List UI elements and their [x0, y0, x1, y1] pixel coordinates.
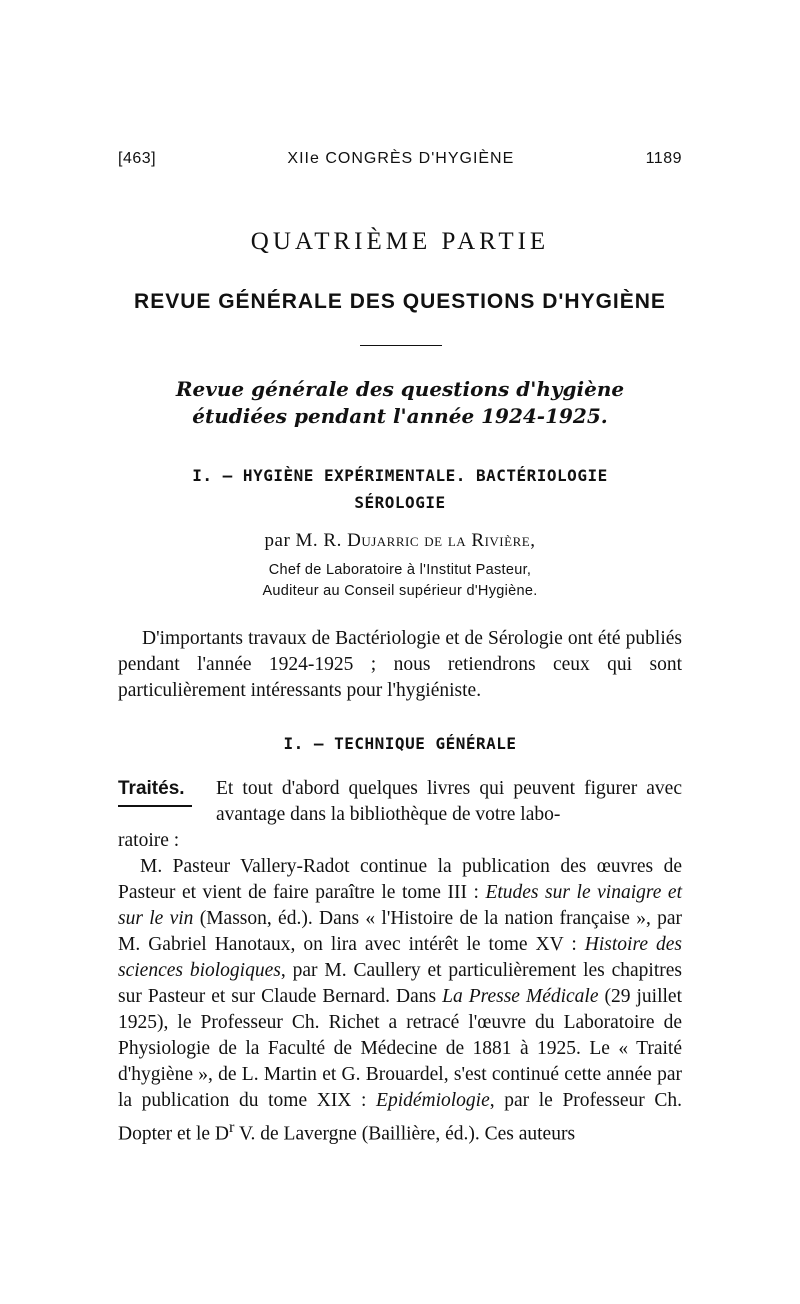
title-divider [360, 345, 442, 346]
traites-lead-text: Et tout d'abord quelques livres qui peuvent figurer avec avantage dans la bibliothèque de votre labo- [216, 778, 682, 825]
page-number: 1189 [645, 150, 682, 167]
intro-paragraph [118, 626, 682, 704]
running-head-title: XIIe CONGRÈS D'HYGIÈNE [287, 150, 515, 167]
doctor-superscript: r [229, 1118, 235, 1136]
book-title-etudes: Etudes sur le vinaigre et sur le vin [118, 882, 683, 929]
body-segment-3: , par M. Caullery et particulièrement les chapitres sur Pasteur et sur Claude Bernard. Dans [118, 960, 682, 1007]
traites-lead-end: ratoire : [118, 830, 180, 851]
traites-label: Traités. [118, 778, 185, 799]
byline-prefix: par M. R. [264, 530, 342, 551]
affiliation-line-1: Chef de Laboratoire à l'Institut Pasteur, [268, 562, 532, 578]
book-title-epidemiologie: Epidémiologie [376, 1090, 490, 1111]
subsection-title: I. — TECHNIQUE GÉNÉRALE [283, 734, 517, 753]
body-segment-4: (29 juillet 1925), le Professeur Ch. Richet a retracé l'œuvre du Laboratoire de Physiologie de la Faculté de Médecine de 1881 à 1925. Le « Traité d'hygiène », de L. Martin et G. Brouardel, s'est continué cette année par la publication du tome XIX : [118, 986, 682, 1111]
intro-text: D'importants travaux de Bactériologie et de Sérologie ont été publiés pendant l'année 1924-1925 ; nous retiendrons ceux qui sont particulièrement intéressants pour l'hygiéniste. [118, 628, 682, 701]
body-paragraph [118, 828, 682, 1148]
page-bracket-number: [463] [118, 150, 157, 167]
part-title: QUATRIÈME PARTIE [250, 228, 550, 255]
author-byline [0, 530, 800, 552]
author-affiliation [0, 560, 800, 602]
author-name: Dujarric de la Rivière, [347, 530, 536, 551]
body-segment-6: V. de Lavergne (Baillière, éd.). Ces auteurs [234, 1123, 576, 1145]
chapter-title-line-1: I. — HYGIÈNE EXPÉRIMENTALE. BACTÉRIOLOGIE [192, 466, 608, 485]
body-segment-1: M. Pasteur Vallery-Radot continue la publication des œuvres de Pasteur et vient de faire paraître le tome III : [118, 856, 682, 903]
book-title-histoire: Histoire des sciences biologiques [118, 934, 682, 981]
journal-title-presse: La Presse Médicale [442, 986, 599, 1007]
subtitle-line-1: Revue générale des questions d'hygiène [175, 377, 625, 401]
section-title: REVUE GÉNÉRALE DES QUESTIONS D'HYGIÈNE [134, 290, 666, 313]
subtitle-line-2: étudiées pendant l'année 1924-1925. [192, 404, 608, 428]
chapter-title [0, 462, 800, 516]
affiliation-line-2: Auditeur au Conseil supérieur d'Hygiène. [262, 583, 538, 599]
article-subtitle [0, 376, 800, 430]
body-segment-5: , par le Professeur Ch. Dopter et le D [118, 1090, 682, 1145]
chapter-title-line-2: SÉROLOGIE [354, 493, 446, 512]
traites-underline [118, 805, 192, 807]
running-head [118, 150, 682, 168]
body-segment-2: (Masson, éd.). Dans « l'Histoire de la nation française », par M. Gabriel Hanotaux, on lira avec intérêt le tome XV : [118, 908, 683, 955]
